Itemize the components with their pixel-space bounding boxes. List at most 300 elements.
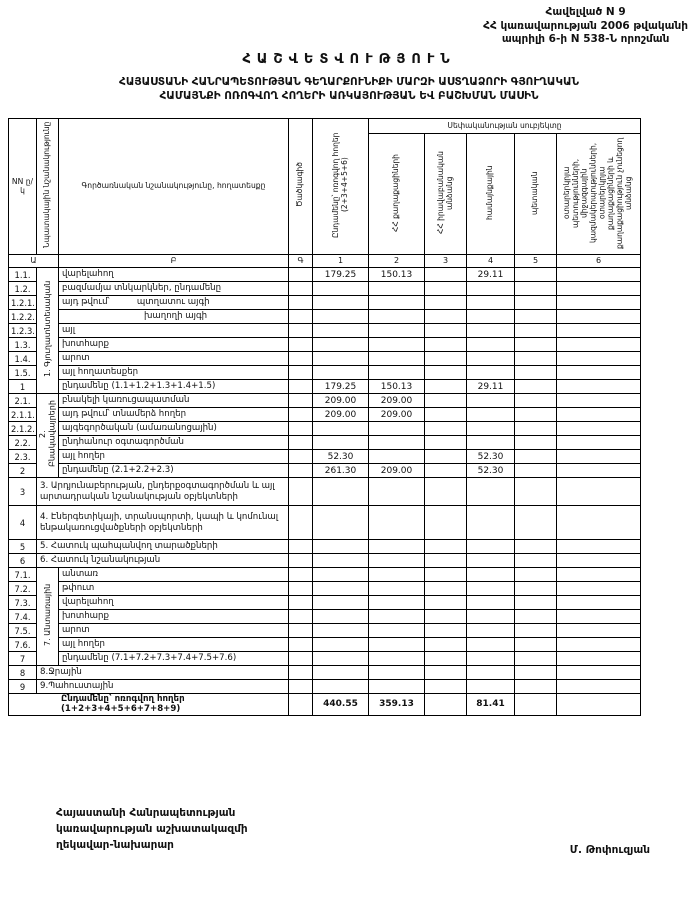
value-cell [369, 310, 425, 324]
letter-cell: 2 [369, 255, 425, 268]
value-cell [467, 408, 515, 422]
land-type-cell: խոտհարք [59, 338, 289, 352]
value-cell: 209.00 [369, 464, 425, 478]
value-cell [313, 366, 369, 380]
signature-line: կառավարության աշխատակազմի [56, 822, 248, 835]
report-subtitle [0, 76, 698, 103]
land-type-cell: այգեգործական (ամառանոցային) [59, 422, 289, 436]
value-cell [313, 568, 369, 582]
table-row [9, 666, 641, 680]
header-letters-row [9, 255, 641, 268]
value-cell [515, 638, 557, 652]
row-number-cell: 1.3. [9, 338, 37, 352]
land-type-cell: այլ հողեր [59, 638, 289, 652]
value-cell [515, 436, 557, 450]
value-cell [313, 652, 369, 666]
value-cell [515, 310, 557, 324]
row-number-cell: 1.4. [9, 352, 37, 366]
value-cell [557, 478, 641, 506]
value-cell [557, 408, 641, 422]
value-cell [425, 282, 467, 296]
value-cell [557, 694, 641, 716]
value-cell: 29.11 [467, 380, 515, 394]
value-cell [369, 422, 425, 436]
value-cell [313, 324, 369, 338]
value-cell [557, 324, 641, 338]
code-cell [289, 366, 313, 380]
value-cell [313, 506, 369, 540]
value-cell [557, 380, 641, 394]
value-cell [467, 610, 515, 624]
value-cell [515, 464, 557, 478]
value-cell [425, 268, 467, 282]
row-number-cell: 2.3. [9, 450, 37, 464]
signature-line: Հայաստանի Հանրապետության [56, 807, 236, 819]
value-cell [425, 694, 467, 716]
value-cell [467, 310, 515, 324]
value-cell [467, 366, 515, 380]
value-cell [425, 296, 467, 310]
value-cell [557, 464, 641, 478]
row-number-cell: 7.4. [9, 610, 37, 624]
value-cell: 440.55 [313, 694, 369, 716]
value-cell [369, 478, 425, 506]
value-cell [425, 408, 467, 422]
value-cell [369, 436, 425, 450]
value-cell: 150.13 [369, 268, 425, 282]
value-cell [425, 624, 467, 638]
value-cell [557, 554, 641, 568]
value-cell: 179.25 [313, 268, 369, 282]
value-cell [557, 422, 641, 436]
land-type-cell: 5. Հատուկ պահպանվող տարածքների [37, 540, 289, 554]
land-type-cell: վարելահող [59, 596, 289, 610]
value-cell [313, 540, 369, 554]
letter-cell: 3 [425, 255, 467, 268]
signature-line: ղեկավար-նախարար [56, 838, 174, 851]
land-type-cell: այլ հողեր [59, 450, 289, 464]
row-number-cell: 7.3. [9, 596, 37, 610]
value-cell [425, 352, 467, 366]
code-cell [289, 408, 313, 422]
value-cell [515, 408, 557, 422]
value-cell [313, 680, 369, 694]
value-cell [313, 422, 369, 436]
value-cell [515, 352, 557, 366]
code-cell [289, 464, 313, 478]
value-cell [467, 422, 515, 436]
letter-cell: Ա [9, 255, 59, 268]
code-cell [289, 296, 313, 310]
code-cell [289, 638, 313, 652]
value-cell [515, 380, 557, 394]
land-type-cell: 8.Ջրային [37, 666, 289, 680]
row-number-cell: 7.1. [9, 568, 37, 582]
value-cell [515, 394, 557, 408]
value-cell [369, 338, 425, 352]
table-row [9, 282, 641, 296]
row-number-cell: 1.2.3. [9, 324, 37, 338]
value-cell [515, 506, 557, 540]
value-cell: 261.30 [313, 464, 369, 478]
value-cell [557, 296, 641, 310]
value-cell [467, 554, 515, 568]
code-cell [289, 352, 313, 366]
signatory-name: Մ. Թոփուզյան [569, 844, 650, 856]
value-cell [467, 540, 515, 554]
letter-cell: 4 [467, 255, 515, 268]
code-cell [289, 478, 313, 506]
value-cell [369, 596, 425, 610]
value-cell [313, 624, 369, 638]
row-number-cell: 2.1.1. [9, 408, 37, 422]
value-cell: 150.13 [369, 380, 425, 394]
row-number-cell: 1.1. [9, 268, 37, 282]
value-cell: 52.30 [313, 450, 369, 464]
col-header-purpose [37, 119, 59, 255]
code-cell [289, 652, 313, 666]
land-type-cell: այլ հողատեսքեր [59, 366, 289, 380]
value-cell [313, 352, 369, 366]
col-header-code [289, 119, 313, 255]
value-cell [313, 582, 369, 596]
land-type-cell: արոտ [59, 624, 289, 638]
letter-cell: 5 [515, 255, 557, 268]
value-cell [467, 296, 515, 310]
value-cell [313, 310, 369, 324]
value-cell: 209.00 [313, 408, 369, 422]
report-table-body [9, 268, 641, 716]
letter-cell: 1 [313, 255, 369, 268]
value-cell [369, 352, 425, 366]
value-cell [467, 568, 515, 582]
code-cell [289, 568, 313, 582]
value-cell [557, 596, 641, 610]
value-cell [467, 638, 515, 652]
row-number-cell: 2 [9, 464, 37, 478]
row-number-cell: 8 [9, 666, 37, 680]
value-cell [425, 450, 467, 464]
value-cell [467, 324, 515, 338]
land-type-cell: անտառ [59, 568, 289, 582]
value-cell [425, 338, 467, 352]
value-cell [425, 394, 467, 408]
value-cell [515, 610, 557, 624]
value-cell [557, 338, 641, 352]
table-row [9, 380, 641, 394]
value-cell [425, 506, 467, 540]
table-row [9, 596, 641, 610]
value-cell [369, 282, 425, 296]
row-number-cell: 5 [9, 540, 37, 554]
category-label-cell [37, 268, 59, 394]
value-cell [425, 366, 467, 380]
value-cell [369, 610, 425, 624]
code-cell [289, 666, 313, 680]
value-cell [369, 624, 425, 638]
land-type-cell: խաղողի այգի [59, 310, 289, 324]
appendix-line: ապրիլի 6-ի N 538-Ն որոշման [501, 33, 670, 46]
code-cell [289, 554, 313, 568]
value-cell [467, 680, 515, 694]
subtitle-line: ՀԱՅԱՍՏԱՆԻ ՀԱՆՐԱՊԵՏՈՒԹՅԱՆ ԳԵՂԱՐՔՈՒՆԻՔԻ ՄԱՐԶԻ ԱՍՏՂԱՁՈՐԻ ԳՅՈՒՂԱԿԱՆ [118, 76, 579, 88]
category-label-cell [37, 568, 59, 666]
land-type-cell: խոտհարք [59, 610, 289, 624]
value-cell [425, 652, 467, 666]
appendix-line: Հավելված N 9 [545, 6, 626, 18]
value-cell [515, 680, 557, 694]
value-cell [425, 422, 467, 436]
table-row [9, 394, 641, 408]
value-cell [515, 422, 557, 436]
value-cell [515, 582, 557, 596]
value-cell [557, 436, 641, 450]
table-row [9, 478, 641, 506]
table-row [9, 310, 641, 324]
value-cell [515, 652, 557, 666]
land-type-cell: այդ թվում՝ տնամերձ հողեր [59, 408, 289, 422]
value-cell [425, 540, 467, 554]
row-number-cell: 7.5. [9, 624, 37, 638]
table-row [9, 268, 641, 282]
row-number-cell: 2.1. [9, 394, 37, 408]
value-cell [467, 478, 515, 506]
value-cell: 359.13 [369, 694, 425, 716]
value-cell [557, 610, 641, 624]
value-cell [515, 324, 557, 338]
value-cell: 52.30 [467, 450, 515, 464]
value-cell [313, 554, 369, 568]
value-cell [425, 610, 467, 624]
land-type-cell: այլ [59, 324, 289, 338]
row-number-cell: 6 [9, 554, 37, 568]
value-cell [425, 324, 467, 338]
value-cell [313, 282, 369, 296]
code-cell [289, 380, 313, 394]
col-header-nn: NN ը/կ [9, 119, 37, 255]
code-cell [289, 450, 313, 464]
col-header-ownership: Սեփականության սուբյեկտը [369, 119, 641, 134]
value-cell [425, 568, 467, 582]
value-cell [369, 296, 425, 310]
value-cell [425, 464, 467, 478]
value-cell [425, 638, 467, 652]
value-cell [515, 282, 557, 296]
category-label: 2. Բնակավայրերի [38, 400, 57, 467]
value-cell [369, 666, 425, 680]
value-cell [369, 450, 425, 464]
letter-cell: 6 [557, 255, 641, 268]
table-row [9, 408, 641, 422]
value-cell [313, 296, 369, 310]
value-cell [515, 296, 557, 310]
value-cell [557, 352, 641, 366]
value-cell [369, 506, 425, 540]
signature-block [56, 806, 248, 853]
value-cell [369, 568, 425, 582]
col-header-total [313, 119, 369, 255]
row-number-cell: 9 [9, 680, 37, 694]
value-cell: 209.00 [313, 394, 369, 408]
value-cell [369, 582, 425, 596]
value-cell [557, 268, 641, 282]
land-type-cell: այդ թվում՝ պտղատու այգի [59, 296, 289, 310]
row-number-cell: 2.1.2. [9, 422, 37, 436]
table-row [9, 610, 641, 624]
category-label-cell [37, 394, 59, 478]
land-type-cell: ընդամենը (2.1+2.2+2.3) [59, 464, 289, 478]
row-number-cell: 1.2.2. [9, 310, 37, 324]
table-row [9, 638, 641, 652]
row-number-cell: 1 [9, 380, 37, 394]
code-cell [289, 338, 313, 352]
row-number-cell: 2.2. [9, 436, 37, 450]
table-row [9, 680, 641, 694]
value-cell [425, 554, 467, 568]
table-row [9, 554, 641, 568]
table-row [9, 422, 641, 436]
letter-cell: Գ [289, 255, 313, 268]
code-cell [289, 422, 313, 436]
table-row [9, 338, 641, 352]
value-cell: 179.25 [313, 380, 369, 394]
land-type-cell: 9.Պահուստային [37, 680, 289, 694]
report-title: ՀԱՇՎԵՏՎՈՒԹՅՈՒՆ [242, 52, 456, 67]
row-number-cell: 3 [9, 478, 37, 506]
table-row [9, 296, 641, 310]
table-row [9, 436, 641, 450]
value-cell [467, 666, 515, 680]
table-row [9, 464, 641, 478]
code-cell [289, 624, 313, 638]
row-number-cell: 4 [9, 506, 37, 540]
land-type-cell: բազմամյա տնկարկներ, ընդամենը [59, 282, 289, 296]
appendix-line: ՀՀ կառավարության 2006 թվականի [483, 19, 688, 32]
code-cell [289, 694, 313, 716]
table-row [9, 540, 641, 554]
col-header-foreign: օտարերկրյա պետությունների, միջազգային կազմակերպությունների, օտարերկրյա քաղաքացիների և քաղաքացիություն չունեցող անձանց [557, 134, 641, 255]
land-type-cell: արոտ [59, 352, 289, 366]
code-cell [289, 582, 313, 596]
land-type-cell: 4. Էներգետիկայի, տրանսպորտի, կապի և կոմունալ ենթակառուցվածքների օբյեկտների [37, 506, 289, 540]
value-cell [515, 338, 557, 352]
value-cell [425, 380, 467, 394]
land-type-cell: բնակելի կառուցապատման [59, 394, 289, 408]
value-cell [313, 610, 369, 624]
row-number-cell: 1.2.1. [9, 296, 37, 310]
value-cell [557, 506, 641, 540]
value-cell [467, 436, 515, 450]
value-cell [425, 680, 467, 694]
value-cell [557, 568, 641, 582]
table-row [9, 366, 641, 380]
value-cell [369, 324, 425, 338]
value-cell [467, 282, 515, 296]
value-cell [369, 638, 425, 652]
value-cell [515, 366, 557, 380]
value-cell [313, 596, 369, 610]
col-header-state: պետական [515, 134, 557, 255]
value-cell [557, 282, 641, 296]
value-cell [557, 638, 641, 652]
table-row [9, 450, 641, 464]
value-cell [313, 638, 369, 652]
value-cell [467, 652, 515, 666]
code-cell [289, 394, 313, 408]
value-cell [369, 680, 425, 694]
code-cell [289, 540, 313, 554]
value-cell [369, 652, 425, 666]
value-cell [557, 652, 641, 666]
value-cell [369, 366, 425, 380]
code-cell [289, 310, 313, 324]
value-cell: 209.00 [369, 408, 425, 422]
land-type-cell: ընդհանուր օգտագործման [59, 436, 289, 450]
value-cell [313, 436, 369, 450]
value-cell [425, 582, 467, 596]
value-cell [557, 582, 641, 596]
category-label: 7. Անտառային [42, 583, 52, 646]
land-type-cell: վարելահող [59, 268, 289, 282]
land-type-cell: ընդամենը (7.1+7.2+7.3+7.4+7.5+7.6) [59, 652, 289, 666]
code-cell [289, 282, 313, 296]
col-header-total-label: Ընդամենը՝ ոռոգվող հողեր (2+3+4+5+6) [330, 132, 349, 238]
code-cell [289, 610, 313, 624]
table-row [9, 324, 641, 338]
land-type-cell: ընդամենը (1.1+1.2+1.3+1.4+1.5) [59, 380, 289, 394]
code-cell [289, 436, 313, 450]
appendix-note [483, 6, 688, 47]
value-cell [515, 624, 557, 638]
value-cell [557, 394, 641, 408]
row-number-cell: 1.2. [9, 282, 37, 296]
col-header-community: համայնքային [467, 134, 515, 255]
value-cell [515, 268, 557, 282]
value-cell [313, 338, 369, 352]
value-cell [557, 624, 641, 638]
value-cell [557, 310, 641, 324]
value-cell [515, 478, 557, 506]
value-cell [557, 666, 641, 680]
letter-cell: Բ [59, 255, 289, 268]
value-cell: 209.00 [369, 394, 425, 408]
value-cell [425, 310, 467, 324]
row-number-cell: 7.6. [9, 638, 37, 652]
row-number-cell: 7.2. [9, 582, 37, 596]
value-cell [515, 450, 557, 464]
value-cell [467, 394, 515, 408]
value-cell [515, 568, 557, 582]
value-cell [467, 506, 515, 540]
value-cell [515, 554, 557, 568]
header-banner-row [9, 119, 641, 134]
value-cell [557, 680, 641, 694]
value-cell: 81.41 [467, 694, 515, 716]
col-header-code-label: Ծածկագիծ [295, 162, 305, 208]
value-cell [425, 436, 467, 450]
subtitle-line: ՀԱՄԱՅՆՔԻ ՈՌՈԳՎՈՂ ՀՈՂԵՐԻ ԱՌԿԱՅՈՒԹՅԱՆ ԵՎ ԲԱՇԽՄԱՆ ՄԱՍԻՆ [159, 89, 539, 102]
value-cell [515, 666, 557, 680]
table-row [9, 582, 641, 596]
table-row [9, 568, 641, 582]
table-row [9, 624, 641, 638]
table-row [9, 506, 641, 540]
value-cell [557, 540, 641, 554]
table-row [9, 652, 641, 666]
code-cell [289, 268, 313, 282]
row-number-cell: 7 [9, 652, 37, 666]
category-label: 1. Գյուղատնտեսական [42, 280, 52, 377]
